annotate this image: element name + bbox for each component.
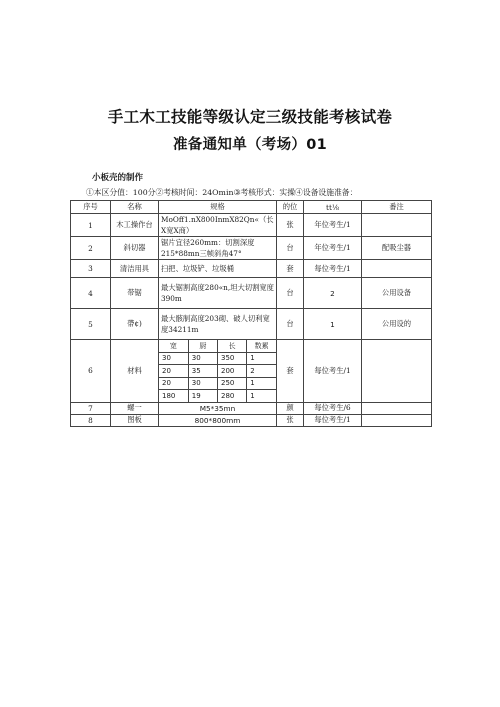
row-unit: 套 <box>277 340 304 403</box>
row-spec: 最大锯割高度280«n,坦大切割宽度390m <box>159 278 277 309</box>
row-name: 清洁用具 <box>111 260 159 278</box>
materials-cell-value: 30 <box>159 352 188 365</box>
row-name: 带锯 <box>111 278 159 309</box>
row-unit: 张 <box>277 214 304 237</box>
row-no: 6 <box>71 340 111 403</box>
materials-cell-value: 280 <box>218 390 247 402</box>
row-unit: 台 <box>277 237 304 260</box>
row-unit: 张 <box>277 414 304 426</box>
row-name: 螺一 <box>111 402 159 414</box>
materials-header-row <box>159 340 276 352</box>
row-no: 2 <box>71 237 111 260</box>
document-subtitle: 准备通知单（考场）01 <box>173 137 327 153</box>
materials-header-thickness: 厨 <box>188 340 217 352</box>
row-unit: 颜 <box>277 402 304 414</box>
materials-row <box>159 352 276 365</box>
table-header-row <box>71 201 432 214</box>
materials-cell-value: 30 <box>188 377 217 390</box>
section-title: 小板壳的制作 <box>92 173 144 183</box>
row-name: 图板 <box>111 414 159 426</box>
table-row <box>71 340 432 403</box>
materials-row <box>159 365 276 378</box>
table-row <box>71 214 432 237</box>
materials-cell-value: 180 <box>159 390 188 402</box>
row-spec: M5*35mn <box>159 402 277 414</box>
table-row <box>71 414 432 426</box>
table-row <box>71 309 432 340</box>
row-spec: MoOff1.nX800InmX82Qn«（长X宽X商） <box>159 214 277 237</box>
materials-cell-value: 250 <box>218 377 247 390</box>
row-no: 4 <box>71 278 111 309</box>
row-note <box>362 214 432 237</box>
row-note: 公用设备 <box>362 278 432 309</box>
info-line: ①本区分值：100分②考核时间：24Omin③考核形式：实操④设备设施准备： <box>86 188 358 197</box>
row-qty: 2 <box>304 278 362 309</box>
row-qty: 年位考生/1 <box>304 214 362 237</box>
equipment-table <box>70 200 432 427</box>
header-note: 番注 <box>362 201 432 214</box>
materials-header-length: 长 <box>218 340 247 352</box>
materials-cell-value: 35 <box>188 365 217 378</box>
row-note <box>362 260 432 278</box>
row-name: 材料 <box>111 340 159 403</box>
row-no: 5 <box>71 309 111 340</box>
table-row <box>71 237 432 260</box>
materials-cell-value: 1 <box>247 352 276 365</box>
header-no: 序号 <box>71 201 111 214</box>
row-unit: 台 <box>277 309 304 340</box>
materials-table <box>159 340 276 402</box>
header-name: 名称 <box>111 201 159 214</box>
row-note: 配吸尘器 <box>362 237 432 260</box>
materials-cell-value: 20 <box>159 377 188 390</box>
row-qty: 每位考生/6 <box>304 402 362 414</box>
row-note <box>362 414 432 426</box>
row-spec: 800*800mm <box>159 414 277 426</box>
materials-cell-value: 1 <box>247 390 276 402</box>
materials-cell-value: 20 <box>159 365 188 378</box>
row-note: 公用设的 <box>362 309 432 340</box>
row-qty: 每位考生/1 <box>304 414 362 426</box>
row-qty: 1 <box>304 309 362 340</box>
materials-header-width: 宽 <box>159 340 188 352</box>
row-spec: 锯片宜径260mm：切割深度215*88mn三帧斜角47° <box>159 237 277 260</box>
row-no: 1 <box>71 214 111 237</box>
row-qty: 每位考生/1 <box>304 340 362 403</box>
row-spec: 扫把、垃圾铲、垃圾桶 <box>159 260 277 278</box>
header-unit: 的位 <box>277 201 304 214</box>
materials-cell-value: 1 <box>247 377 276 390</box>
row-note <box>362 340 432 403</box>
materials-cell-value: 2 <box>247 365 276 378</box>
document-title: 手工木工技能等级认定三级技能考核试卷 <box>107 108 393 126</box>
table-row <box>71 260 432 278</box>
header-qty: tt⅛ <box>304 201 362 214</box>
row-no: 8 <box>71 414 111 426</box>
row-unit: 台 <box>277 278 304 309</box>
row-spec: 最大骸制高度203砌、破人切利宽度34211m <box>159 309 277 340</box>
row-qty: 每位考生/1 <box>304 260 362 278</box>
table-row <box>71 278 432 309</box>
row-name: 木工操作台 <box>111 214 159 237</box>
materials-row <box>159 377 276 390</box>
row-name: 斜切器 <box>111 237 159 260</box>
row-name: 帶¢) <box>111 309 159 340</box>
row-unit: 套 <box>277 260 304 278</box>
materials-cell-value: 200 <box>218 365 247 378</box>
materials-header-count: 数累 <box>247 340 276 352</box>
row-qty: 年位考生/1 <box>304 237 362 260</box>
materials-cell <box>159 340 277 403</box>
materials-cell-value: 19 <box>188 390 217 402</box>
row-no: 7 <box>71 402 111 414</box>
materials-row <box>159 390 276 402</box>
materials-cell-value: 30 <box>188 352 217 365</box>
table-row <box>71 402 432 414</box>
row-no: 3 <box>71 260 111 278</box>
header-spec: 规格 <box>159 201 277 214</box>
row-note <box>362 402 432 414</box>
materials-cell-value: 350 <box>218 352 247 365</box>
